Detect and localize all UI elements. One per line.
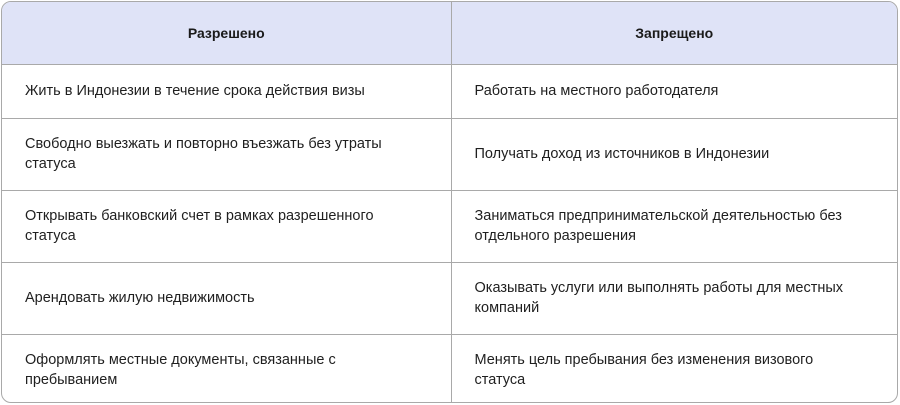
- comparison-table: [2, 2, 897, 403]
- allowed-cell: Оформлять местные документы, связанные с пребыванием: [2, 334, 451, 403]
- forbidden-cell: Работать на местного работодателя: [451, 64, 897, 118]
- forbidden-cell: Получать доход из источников в Индонезии: [451, 118, 897, 190]
- table-row: [2, 262, 897, 334]
- table-row: [2, 190, 897, 262]
- forbidden-cell: Заниматься предпринимательской деятельностью без отдельного разрешения: [451, 190, 897, 262]
- allowed-cell: Жить в Индонезии в течение срока действия визы: [25, 83, 365, 99]
- table-header-row: [2, 2, 897, 64]
- header-forbidden: Запрещено: [451, 2, 897, 64]
- table-row: [2, 334, 897, 403]
- forbidden-cell: Оказывать услуги или выполнять работы для местных компаний: [451, 262, 897, 334]
- allowed-cell: Открывать банковский счет в рамках разрешенного статуса: [2, 190, 451, 262]
- header-allowed: Разрешено: [2, 2, 451, 64]
- allowed-forbidden-table: [1, 1, 898, 403]
- allowed-cell: Свободно выезжать и повторно въезжать без утраты статуса: [2, 118, 451, 190]
- allowed-cell: Арендовать жилую недвижимость: [2, 262, 451, 334]
- table-row: [2, 118, 897, 190]
- forbidden-cell: Менять цель пребывания без изменения визового статуса: [451, 334, 897, 403]
- table-row: [2, 64, 897, 118]
